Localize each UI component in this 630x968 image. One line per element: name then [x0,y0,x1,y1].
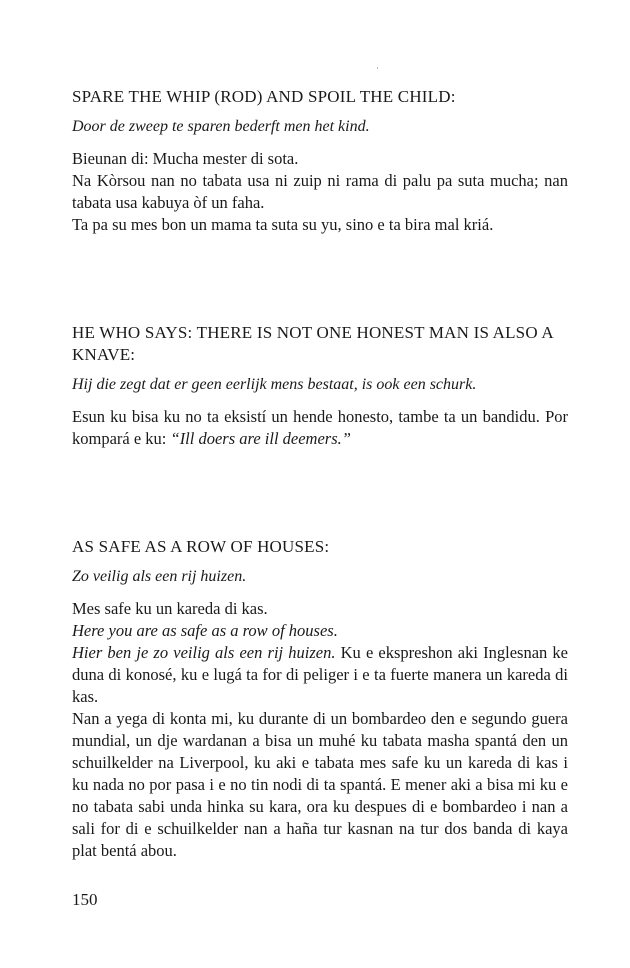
proverb-entry-3 [72,536,568,862]
proverb-heading: HE WHO SAYS: THERE IS NOT ONE HONEST MAN IS ALSO A KNAVE: [72,323,553,364]
page-content [72,86,568,862]
english-example: Here you are as safe as a row of houses. [72,621,338,640]
proverb-entry-2 [72,322,568,450]
scan-speck [377,67,378,69]
explanation-continuation: Ku e ekspreshon aki Inglesnan ke duna di konosé, ku e lugá ta for di peliger i e ta fuerte manera un kareda di kas. [72,643,568,706]
explanation-line: Esun ku bisa ku no ta eksistí un hende honesto, tambe ta un bandidu. Por kompará e ku: [72,407,568,448]
proverb-heading: AS SAFE AS A ROW OF HOUSES: [72,537,330,556]
papiamentu-equivalent: Mes safe ku un kareda di kas. [72,599,268,618]
dutch-translation: Door de zweep te sparen bederft men het kind. [72,118,370,135]
proverb-heading: SPARE THE WHIP (ROD) AND SPOIL THE CHILD: [72,87,456,106]
explanation-line: Na Kòrsou nan no tabata usa ni zuip ni rama di palu pa suta mucha; nan tabata usa kabuya òf un faha. [72,171,568,212]
explanation-text [72,406,568,450]
page-number: 150 [72,890,98,909]
english-quote: “Ill doers are ill deemers.” [170,429,351,448]
dutch-example: Hier ben je zo veilig als een rij huizen. [72,643,336,662]
explanation-text [72,598,568,862]
explanation-line: Bieunan di: Mucha mester di sota. [72,149,299,168]
dutch-translation: Hij die zegt dat er geen eerlijk mens bestaat, is ook een schurk. [72,376,477,393]
explanation-line [72,642,568,708]
dutch-translation: Zo veilig als een rij huizen. [72,568,247,585]
explanation-text [72,148,568,236]
proverb-entry-1 [72,86,568,236]
anecdote-text: Nan a yega di konta mi, ku durante di un bombardeo den e segundo guera mundial, un dje wardanan a bisa un muhé ku tabata masha spantá den un schuilkelder na Liverpool, ku aki e tabata mes safe ku un kareda di kas i ku nada no por pasa i e no tin nodi di ta spantá. E mener aki a bisa mi ku e no tabata sabi unda hinka su kara, ora ku despues di e bombardeo i nan a sali for di e schuilkelder nan a haña tur kasnan na tur dos banda di kaya plat bentá abou. [72,709,568,860]
explanation-line: Ta pa su mes bon un mama ta suta su yu, sino e ta bira mal kriá. [72,215,494,234]
